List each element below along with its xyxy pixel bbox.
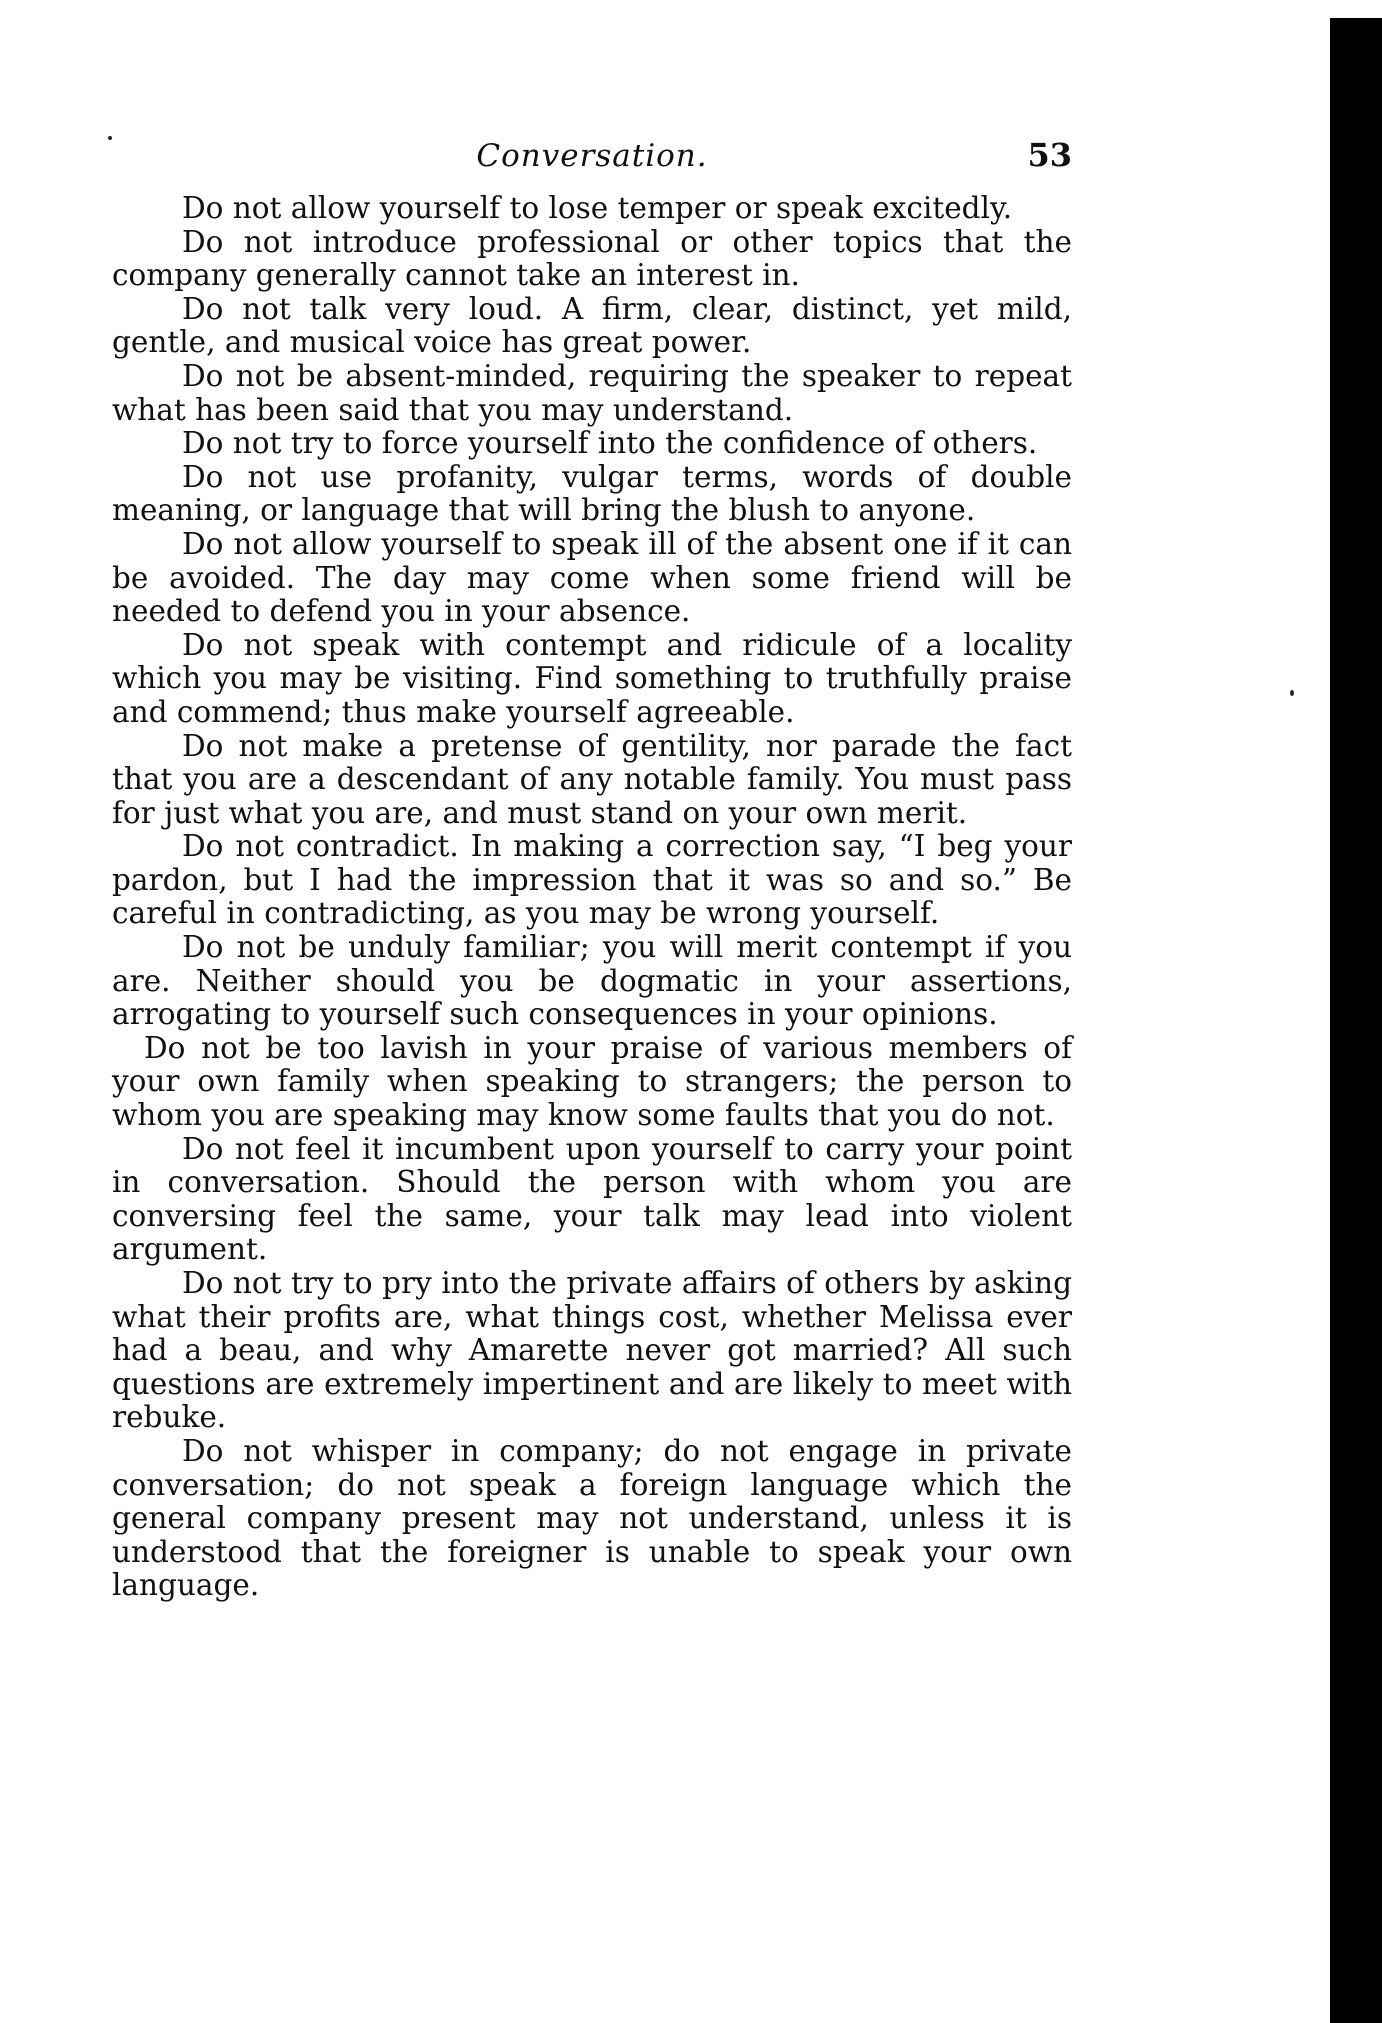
paragraph: Do not be too lavish in your praise of various members of your own family when speaking to strangers; the person to whom you are speaking may know some faults that you do not. [112, 1030, 1072, 1133]
page-number: 53 [1027, 136, 1072, 174]
body-text [112, 192, 1072, 1603]
paragraph: Do not talk very loud. A firm, clear, distinct, yet mild, gentle, and musical voice has great power. [112, 291, 1072, 360]
paragraph: Do not make a pretense of gentility, nor parade the fact that you are a descendant of any notable family. You must pass for just what you are, and must stand on your own merit. [112, 728, 1072, 830]
running-title: Conversation. [476, 138, 708, 174]
paragraph: Do not try to pry into the private affairs of others by asking what their profits are, what things cost, whether Melissa ever had a beau, and why Amarette never got married? All such questions are extremely impertinent and are likely to meet with rebuke. [112, 1266, 1072, 1435]
paragraph: Do not feel it incumbent upon yourself to carry your point in conversation. Should the person with whom you are conversing feel the same, your talk may lead into violent argument. [112, 1131, 1072, 1267]
paragraph: Do not allow yourself to speak ill of the absent one if it can be avoided. The day may come when some friend will be needed to defend you in your absence. [112, 526, 1072, 629]
paragraph: Do not contradict. In making a correction say, “I beg your pardon, but I had the impression that it was so and so.” Be careful in contradicting, as you may be wrong yourself. [112, 829, 1072, 931]
paragraph: Do not be absent-minded, requiring the speaker to repeat what has been said that you may understand. [112, 358, 1072, 427]
paragraph: Do not whisper in company; do not engage in private conversation; do not speak a foreign language which the general company present may not understand, unless it is understood that the foreigner is unable to speak your own language. [112, 1433, 1072, 1603]
running-head [112, 130, 1072, 182]
paragraph: Do not speak with contempt and ridicule of a locality which you may be visiting. Find something to truthfully praise and commend; thus make yourself agreeable. [112, 627, 1072, 729]
ink-speck [1290, 690, 1294, 696]
paragraph: Do not try to force yourself into the confidence of others. [182, 426, 1038, 461]
paragraph: Do not use profanity, vulgar terms, words of double meaning, or language that will bring the blush to anyone. [112, 459, 1072, 528]
scan-border [1330, 18, 1382, 2023]
book-page [112, 130, 1072, 1603]
paragraph: Do not be unduly familiar; you will merit contempt if you are. Neither should you be dogmatic in your assertions, arrogating to yourself such consequences in your opinions. [112, 930, 1072, 1032]
paragraph: Do not introduce professional or other topics that the company generally cannot take an interest in. [112, 224, 1072, 293]
paragraph: Do not allow yourself to lose temper or speak excitedly. [182, 191, 1013, 225]
